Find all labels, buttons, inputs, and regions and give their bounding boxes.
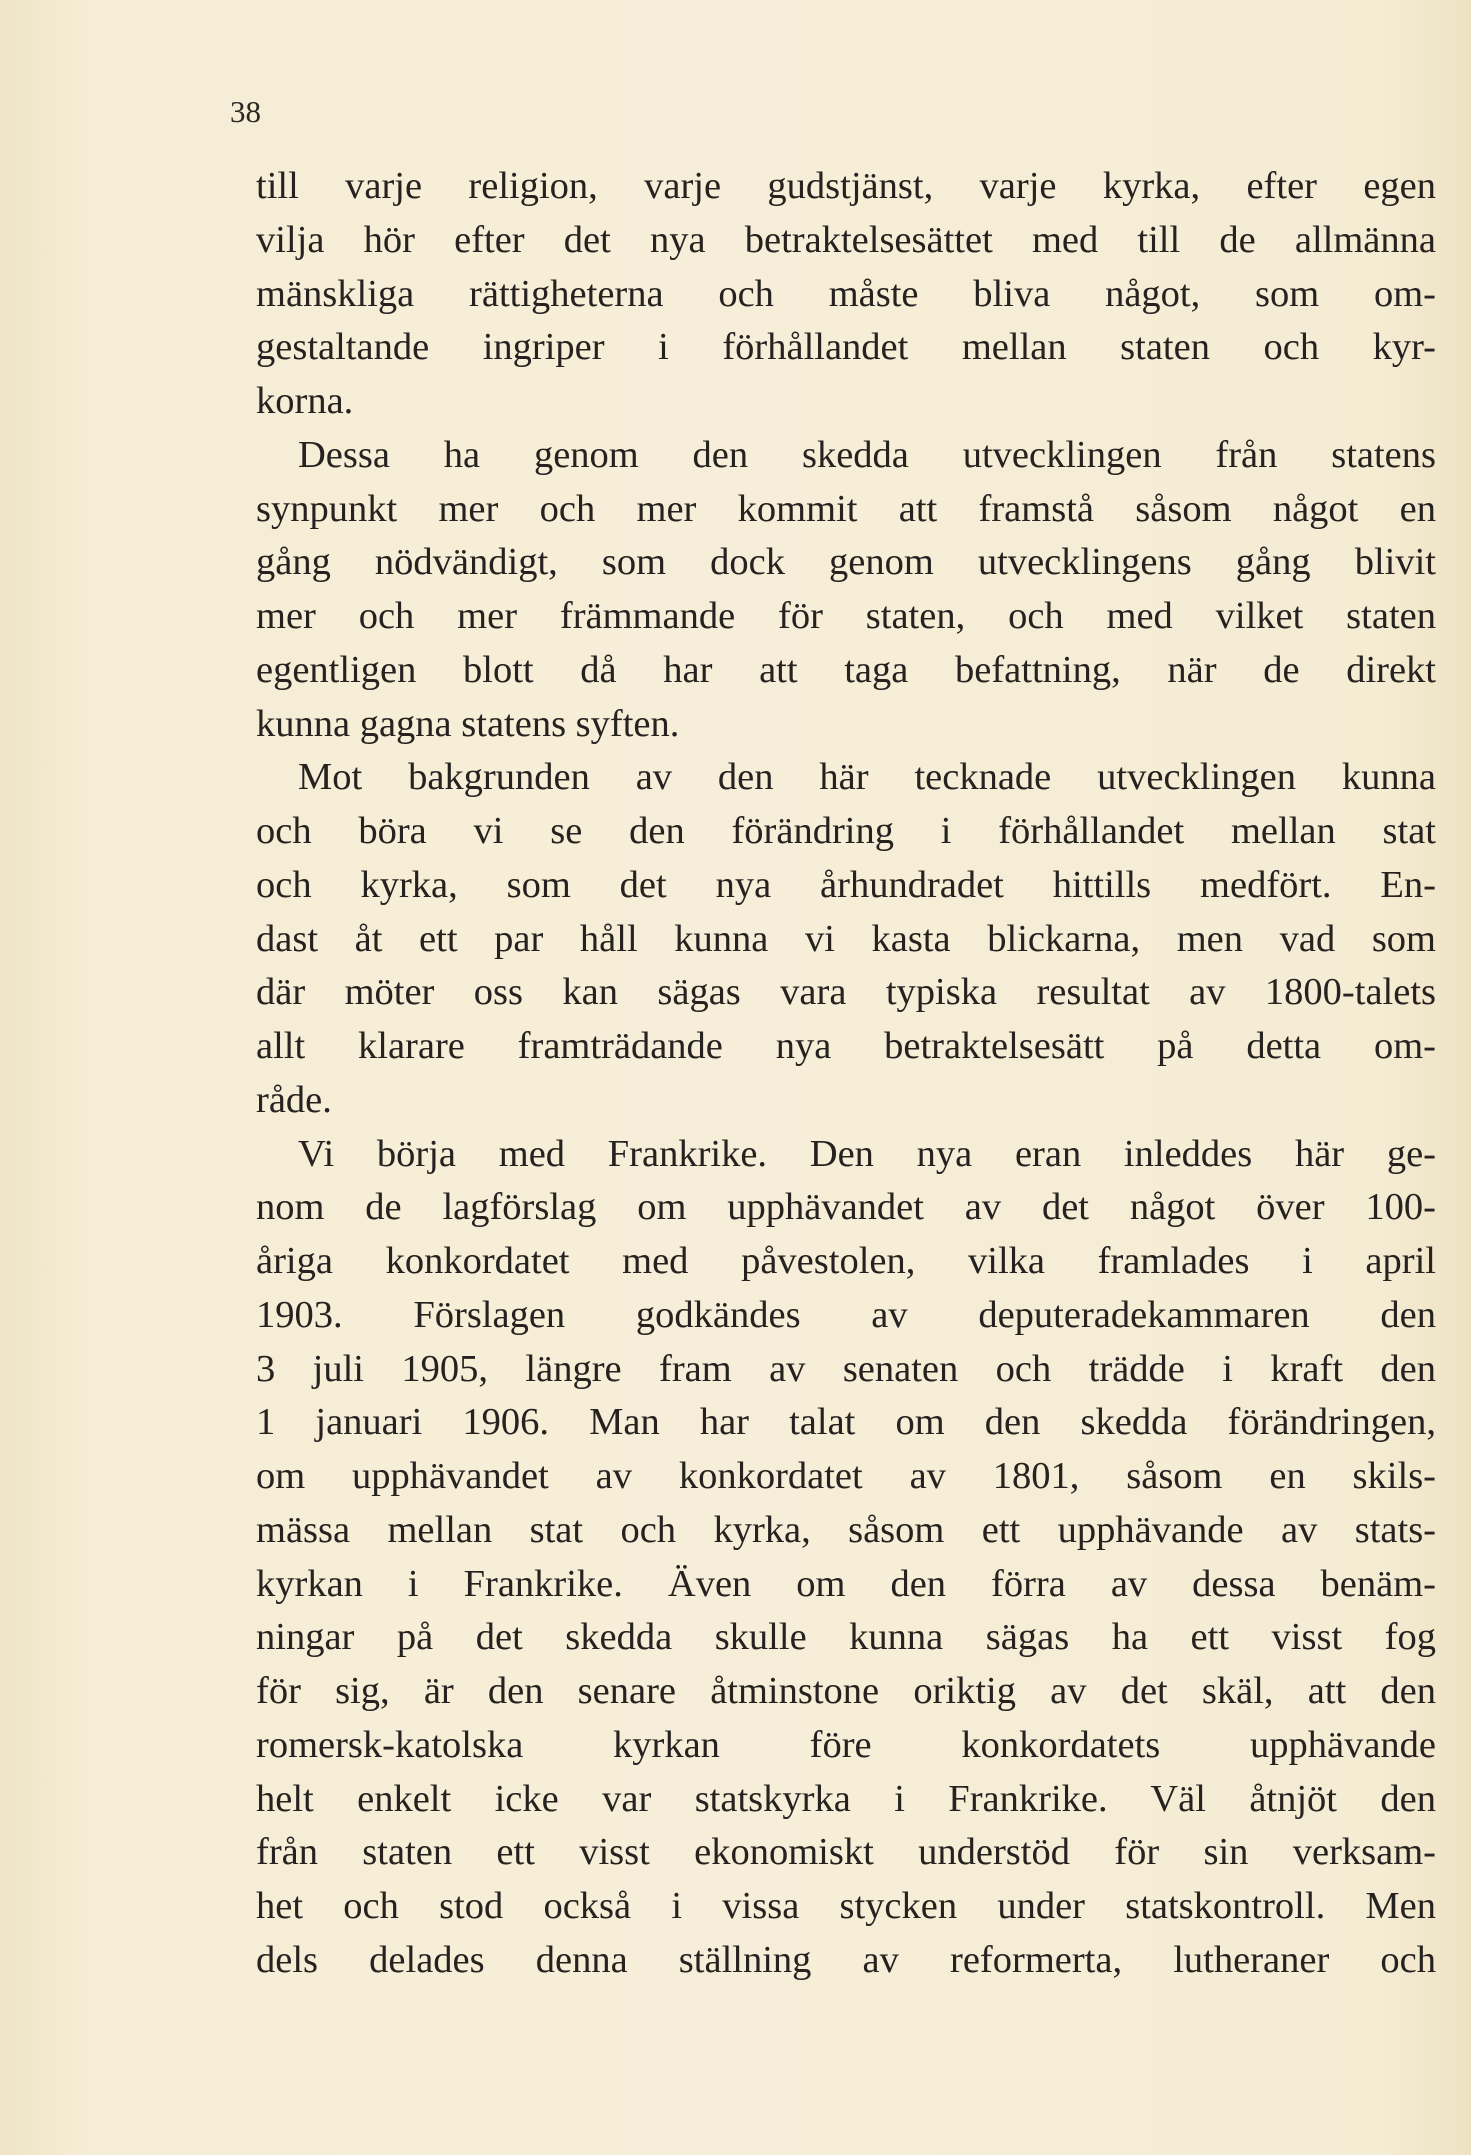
text-line: egentligen blott då har att taga befattning, när de direkt — [256, 648, 1436, 691]
text-line: 1903. Förslagen godkändes av deputeradekammaren den — [256, 1293, 1436, 1336]
text-line: Vi börja med Frankrike. Den nya eran inleddes här ge- — [298, 1132, 1436, 1175]
text-line: där möter oss kan sägas vara typiska resultat av 1800-talets — [256, 971, 1436, 1014]
text-line: mänskliga rättigheterna och måste bliva något, som om- — [256, 272, 1436, 315]
text-line: från staten ett visst ekonomiskt understöd för sin verksam- — [256, 1831, 1436, 1874]
text-line: åriga konkordatet med påvestolen, vilka framlades i april — [256, 1240, 1436, 1282]
text-line: och kyrka, som det nya århundradet hittills medfört. En- — [256, 863, 1436, 906]
text-line: 1 januari 1906. Man har talat om den skedda förändringen, — [256, 1401, 1436, 1444]
text-line: för sig, är den senare åtminstone oriktig av det skäl, att den — [256, 1670, 1436, 1712]
text-line: Dessa ha genom den skedda utvecklingen från statens — [298, 433, 1436, 476]
text-line: dels delades denna ställning av reformerta, lutheraner och — [256, 1938, 1436, 1981]
text-line: allt klarare framträdande nya betraktelsesätt på detta om- — [256, 1025, 1436, 1067]
text-line: nom de lagförslag om upphävandet av det något över 100- — [256, 1186, 1436, 1229]
text-line: till varje religion, varje gudstjänst, varje kyrka, efter egen — [256, 165, 1436, 207]
text-line: het och stod också i vissa stycken under statskontroll. Men — [256, 1885, 1436, 1927]
text-line: 3 juli 1905, längre fram av senaten och trädde i kraft den — [256, 1347, 1436, 1390]
text-line: och böra vi se den förändring i förhållandet mellan stat — [256, 810, 1436, 852]
text-line: om upphävandet av konkordatet av 1801, såsom en skils- — [256, 1455, 1436, 1497]
text-line: mässa mellan stat och kyrka, såsom ett upphävande av stats- — [256, 1508, 1436, 1551]
text-line: Mot bakgrunden av den här tecknade utvecklingen kunna — [298, 756, 1436, 799]
text-line: vilja hör efter det nya betraktelsesättet med till de allmänna — [256, 218, 1436, 261]
body-text — [256, 160, 1436, 1988]
text-line: dast åt ett par håll kunna vi kasta blickarna, men vad som — [256, 917, 1436, 960]
page-number: 38 — [230, 94, 261, 129]
text-line: mer och mer främmande för staten, och med vilket staten — [256, 595, 1436, 637]
text-line: ningar på det skedda skulle kunna sägas ha ett visst fog — [256, 1616, 1436, 1659]
text-line: korna. — [256, 380, 354, 422]
text-line: kunna gagna statens syften. — [256, 702, 680, 745]
text-line: kyrkan i Frankrike. Även om den förra av dessa benäm- — [256, 1562, 1436, 1605]
text-line: råde. — [256, 1078, 332, 1121]
text-line: helt enkelt icke var statskyrka i Frankrike. Väl åtnjöt den — [256, 1777, 1436, 1820]
text-line: synpunkt mer och mer kommit att framstå såsom något en — [256, 487, 1436, 530]
text-line: gång nödvändigt, som dock genom utvecklingens gång blivit — [256, 541, 1436, 584]
text-line: romersk-katolska kyrkan före konkordatets upphävande — [256, 1723, 1436, 1766]
text-line: gestaltande ingriper i förhållandet mellan staten och kyr- — [256, 326, 1436, 369]
